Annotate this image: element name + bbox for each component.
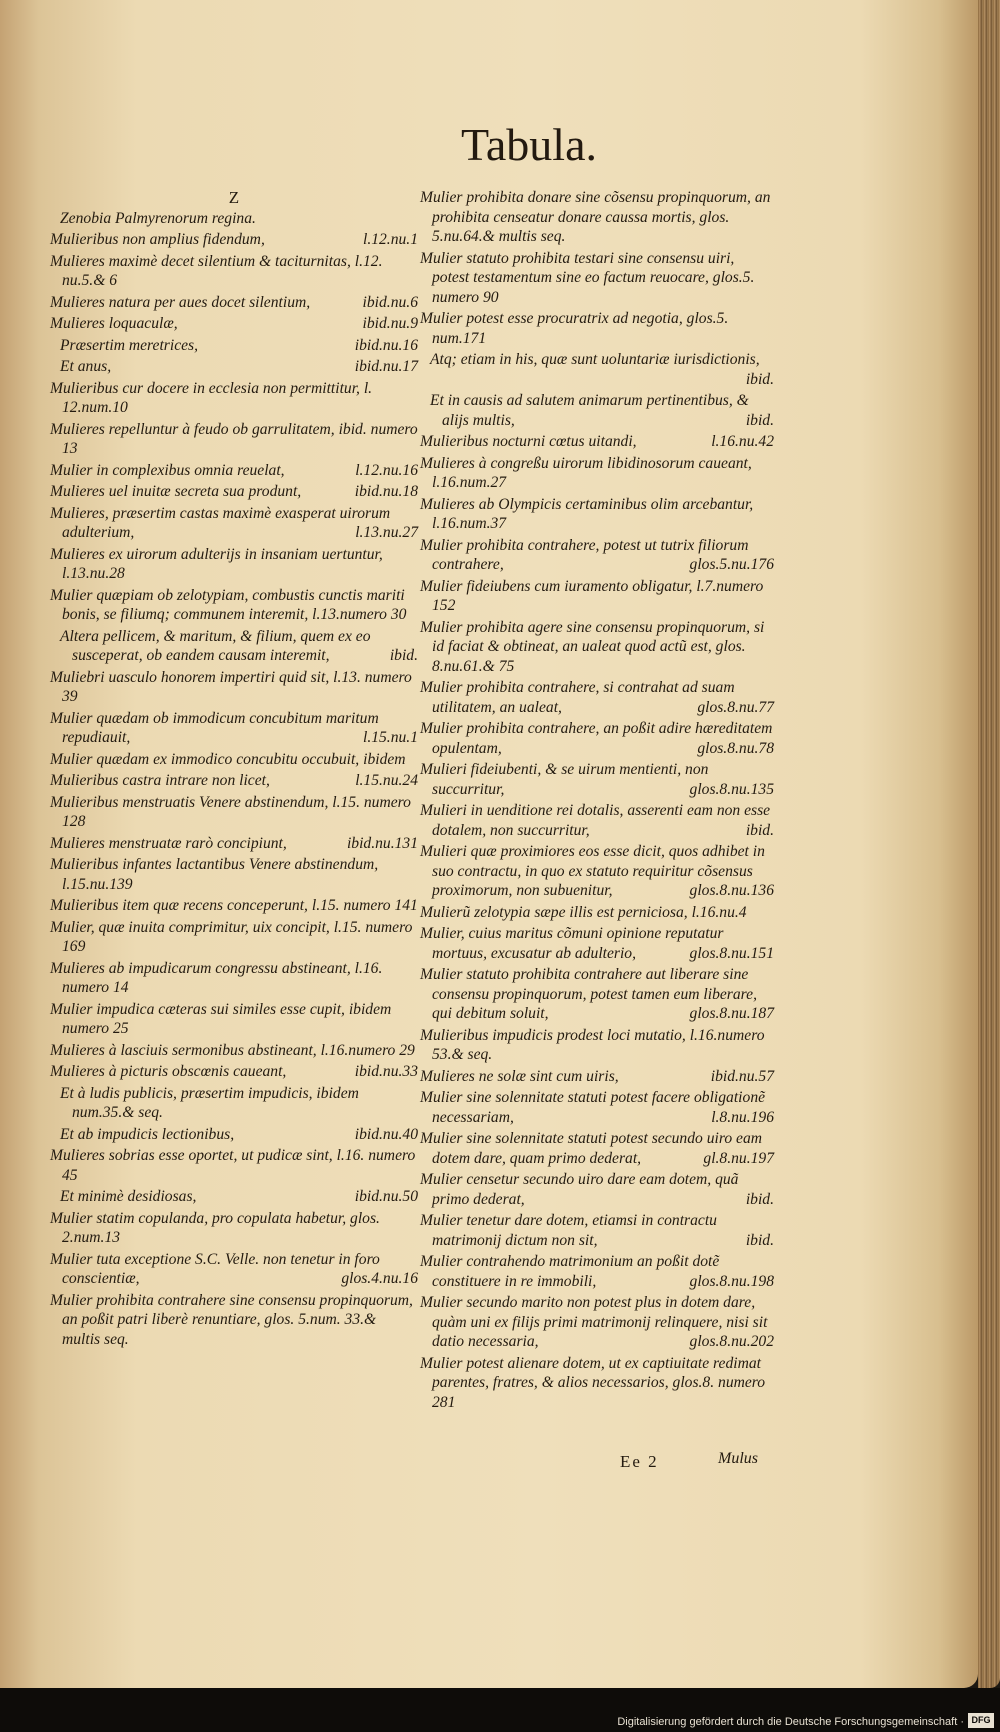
entry-text: Mulieribus menstruatis Venere abstinendum, l.15. numero 128	[50, 793, 411, 830]
index-entry	[420, 1293, 774, 1352]
entry-reference: ibid.	[745, 1231, 774, 1249]
entry-text: Mulier, quæ inuita comprimitur, uix concipit, l.15. numero 169	[50, 918, 413, 955]
entry-text: Mulieres natura per aues docet silentium,	[50, 293, 311, 311]
index-entry	[420, 495, 774, 534]
entry-text: Mulier impudica cæteras sui similes esse cupit, ibidem numero 25	[50, 1000, 392, 1037]
entry-text: Mulier prohibita contrahere, si contrahat ad suam utilitatem, an ualeat,	[420, 679, 735, 716]
entry-text: Mulier sine solennitate statuti potest facere obligationẽ necessariam,	[420, 1089, 766, 1126]
index-entry	[420, 678, 774, 717]
index-entry	[50, 771, 418, 791]
index-column-right	[420, 188, 774, 1414]
entry-reference: glos.8.nu.136	[689, 882, 774, 899]
section-letter: Z	[228, 188, 240, 207]
entry-reference: l.16.nu.42	[711, 433, 774, 450]
entry-text: Mulieri in uenditione rei dotalis, asserenti eam non esse dotalem, non succurritur,	[420, 802, 771, 839]
index-entry	[50, 750, 418, 770]
index-entry	[420, 1211, 774, 1250]
entry-text: Mulier sine solennitate statuti potest secundo uiro eam dotem dare, quam primo dederat,	[420, 1130, 763, 1167]
index-entry	[50, 504, 418, 543]
index-entry	[420, 965, 774, 1024]
entry-reference: ibid.nu.50	[354, 1188, 418, 1205]
entry-reference: glos.4.nu.16	[341, 1270, 418, 1287]
index-entry	[50, 709, 418, 748]
entry-text: Mulier prohibita contrahere, an poßit adire hæreditatem opulentam,	[420, 720, 773, 757]
index-entry	[50, 918, 418, 957]
entry-text: Mulieribus infantes lactantibus Venere abstinendum, l.15.nu.139	[50, 856, 379, 893]
index-entry	[50, 1187, 418, 1207]
entry-text: Mulier prohibita donare sine cõsensu propinquorum, an prohibita censeatur donare caussa mortis, glos. 5.nu.64.& multis seq.	[420, 189, 771, 245]
index-entry	[50, 1209, 418, 1248]
catchword: Mulus	[718, 1450, 758, 1467]
index-column-left	[50, 188, 418, 1351]
entry-reference: ibid.nu.18	[354, 483, 418, 500]
index-entry	[50, 230, 418, 250]
index-entry	[50, 314, 418, 334]
entry-text: Mulier potest esse procuratrix ad negotia, glos.5. num.171	[420, 310, 729, 347]
index-entry	[50, 379, 418, 418]
index-entry	[420, 188, 774, 247]
index-entry	[50, 855, 418, 894]
index-entry	[420, 1252, 774, 1291]
index-entry	[50, 1146, 418, 1185]
entry-reference: ibid.nu.131	[346, 834, 418, 852]
entry-text: Mulier censetur secundo uiro dare eam dotem, quã primo dederat,	[420, 1171, 739, 1208]
index-entry	[420, 350, 774, 389]
entry-text: Mulieres à lasciuis sermonibus abstineant, l.16.numero 29	[50, 1041, 415, 1059]
index-entry	[50, 461, 418, 481]
entry-text: Mulierũ zelotypia sæpe illis est perniciosa, l.16.nu.4	[420, 903, 747, 921]
entry-text: Mulieres sobrias esse oportet, ut pudicæ sint, l.16. numero 45	[50, 1147, 416, 1184]
entry-reference: l.13.nu.27	[355, 524, 418, 541]
index-entry	[420, 903, 774, 923]
index-entry	[420, 309, 774, 348]
index-entry	[50, 1084, 418, 1123]
entry-text: Atq; etiam in his, quæ sunt uoluntariæ iurisdictionis,	[430, 351, 760, 368]
entry-text: Mulieres ex uirorum adulterijs in insaniam uertuntur, l.13.nu.28	[50, 545, 383, 582]
entry-reference: ibid.	[745, 1190, 774, 1208]
entry-text: Mulieres loquaculæ,	[50, 315, 178, 332]
index-entry	[50, 1250, 418, 1289]
running-title: Tabula.	[460, 119, 597, 170]
index-entry	[50, 1041, 418, 1061]
entry-text: Mulieribus castra intrare non licet,	[50, 772, 270, 789]
entry-text: Mulier tuta exceptione S.C. Velle. non tenetur in foro conscientiæ,	[50, 1250, 380, 1287]
entry-text: Mulieres ne solæ sint cum uiris,	[420, 1067, 619, 1085]
entry-reference: glos.8.nu.151	[689, 944, 774, 962]
entry-text: Et à ludis publicis, præsertim impudicis, ibidem num.35.& seq.	[60, 1084, 359, 1121]
entry-text: Mulier in complexibus omnia reuelat,	[50, 461, 285, 479]
index-entry	[50, 252, 418, 291]
entry-reference: ibid.nu.6	[362, 293, 418, 311]
index-entry	[420, 1067, 774, 1087]
index-entry	[50, 1291, 418, 1350]
index-entry	[420, 1026, 774, 1065]
index-entry	[50, 834, 418, 854]
entry-reference: ibid.	[745, 411, 774, 429]
index-entry	[50, 627, 418, 666]
entry-reference: ibid.	[745, 821, 774, 839]
entry-reference: ibid.nu.33	[354, 1063, 418, 1080]
entry-text: Mulieribus cur docere in ecclesia non permittitur, l. 12.num.10	[50, 379, 373, 416]
entry-reference: glos.8.nu.198	[689, 1272, 774, 1290]
entry-text: Mulieres repelluntur à feudo ob garrulitatem, ibid. numero 13	[50, 420, 418, 457]
index-entry	[50, 420, 418, 459]
dfg-logo: DFG	[968, 1713, 994, 1728]
entry-reference: ibid.nu.16	[354, 336, 418, 354]
index-entry	[50, 209, 418, 229]
entry-reference: l.12.nu.16	[355, 461, 418, 479]
index-entry	[420, 924, 774, 963]
entry-text: Altera pellicem, & maritum, & filium, quem ex eo susceperat, ob eandem causam interemit,	[60, 627, 371, 664]
entry-reference: ibid.nu.9	[362, 315, 418, 332]
entry-text: Mulieres, præsertim castas maximè exasperat uirorum adulterium,	[50, 504, 391, 541]
entry-text: Mulier quædam ex immodico concubitu occubuit, ibidem	[50, 750, 406, 768]
index-entry	[50, 959, 418, 998]
entry-text: Mulier contrahendo matrimonium an poßit dotẽ constituere in re immobili,	[420, 1253, 720, 1290]
entry-text: Mulier fideiubens cum iuramento obligatur, l.7.numero 152	[420, 577, 764, 614]
entry-text: Et anus,	[60, 358, 112, 375]
entry-text: Mulieres maximè decet silentium & taciturnitas, l.12. nu.5.& 6	[50, 252, 383, 289]
entry-text: Mulieribus item quæ recens conceperunt, l.15. numero 141	[50, 897, 418, 914]
index-entry	[50, 545, 418, 584]
index-entry	[420, 801, 774, 840]
entry-text: Mulier, cuius maritus cõmuni opinione reputatur mortuus, excusatur ab adulterio,	[420, 925, 724, 962]
entry-text: Mulier statuto prohibita testari sine consensu uiri, potest testamentum sine eo factum reuocare, glos.5. numero 90	[420, 249, 755, 306]
entry-text: Mulier statim copulanda, pro copulata habetur, glos. 2.num.13	[50, 1209, 380, 1246]
entry-text: Mulier prohibita contrahere sine consensu propinquorum, an poßit patri liberè renuntiare, glos. 5.num. 33.& multis seq.	[50, 1291, 413, 1348]
entry-text: Mulier quædam ob immodicum concubitum maritum repudiauit,	[50, 709, 379, 746]
entry-reference: ibid.nu.40	[354, 1125, 418, 1143]
entry-reference: glos.5.nu.176	[689, 556, 774, 573]
left-entries	[50, 209, 418, 1350]
entry-text: Mulier statuto prohibita contrahere aut liberare sine consensu propinquorum, potest tamen eum liberare, qui debitum soluit,	[420, 966, 757, 1022]
index-entry	[50, 1125, 418, 1145]
index-entry	[50, 793, 418, 832]
index-entry	[420, 1354, 774, 1413]
entry-text: Et ab impudicis lectionibus,	[60, 1125, 235, 1143]
entry-reference: glos.8.nu.135	[689, 780, 774, 798]
index-entry	[50, 668, 418, 707]
digitization-credit: Digitalisierung gefördert durch die Deutsche Forschungsgemeinschaft ·	[617, 1716, 964, 1728]
entry-text: Zenobia Palmyrenorum regina.	[60, 209, 256, 227]
entry-reference: l.15.nu.1	[362, 729, 418, 746]
entry-reference: gl.8.nu.197	[703, 1149, 774, 1167]
entry-text: Mulieres à picturis obscœnis caueant,	[50, 1063, 287, 1080]
index-entry	[420, 1129, 774, 1168]
entry-text: Mulier quæpiam ob zelotypiam, combustis cunctis mariti bonis, se filiumq; communem interemit, l.13.numero 30	[50, 586, 407, 623]
index-entry	[50, 336, 418, 356]
index-entry	[420, 618, 774, 677]
entry-text: Mulieres uel inuitæ secreta sua produnt,	[50, 483, 302, 500]
entry-reference: glos.8.nu.202	[689, 1333, 774, 1350]
index-entry	[50, 1062, 418, 1082]
right-entries	[420, 188, 774, 1412]
index-entry	[420, 432, 774, 452]
entry-reference: glos.8.nu.77	[697, 698, 774, 716]
entry-reference: l.12.nu.1	[362, 231, 418, 248]
entry-text: Mulieribus non amplius fidendum,	[50, 231, 265, 248]
entry-text: Mulieres ab impudicarum congressu abstineant, l.16. numero 14	[50, 959, 383, 996]
index-entry	[420, 249, 774, 308]
entry-text: Mulieribus impudicis prodest loci mutatio, l.16.numero 53.& seq.	[420, 1026, 765, 1063]
index-entry	[50, 357, 418, 377]
entry-reference: ibid.	[389, 647, 418, 664]
entry-text: Mulier prohibita contrahere, potest ut tutrix filiorum contrahere,	[420, 536, 749, 573]
entry-reference: glos.8.nu.78	[697, 739, 774, 757]
entry-text: Mulier secundo marito non potest plus in dotem dare, quàm uni ex filijs primi matrimonij relinquere, nisi sit datio necessaria,	[420, 1294, 768, 1350]
index-entry	[50, 482, 418, 502]
index-entry	[420, 842, 774, 901]
index-entry	[420, 760, 774, 799]
entry-text: Mulieribus nocturni cœtus uitandi,	[420, 433, 637, 450]
index-entry	[50, 293, 418, 313]
entry-text: Et in causis ad salutem animarum pertinentibus, & alijs multis,	[430, 392, 749, 429]
index-entry	[420, 536, 774, 575]
entry-text: Mulier potest alienare dotem, ut ex captiuitate redimat parentes, fratres, & alios necessarios, glos.8. numero 281	[420, 1354, 766, 1411]
page-edges	[978, 0, 1000, 1688]
index-entry	[420, 454, 774, 493]
index-entry	[420, 719, 774, 758]
entry-text: Mulier prohibita agere sine consensu propinquorum, si id faciat & obtineat, an ualeat quod actũ est, glos. 8.nu.61.& 75	[420, 618, 765, 675]
index-entry	[420, 577, 774, 616]
entry-text: Mulieres à congreßu uirorum libidinosorum caueant, l.16.num.27	[420, 454, 752, 491]
entry-reference: ibid.	[745, 370, 774, 388]
index-entry	[50, 1000, 418, 1039]
signature-mark: Ee 2	[620, 1452, 659, 1471]
entry-text: Muliebri uasculo honorem impertiri quid sit, l.13. numero 39	[50, 668, 412, 705]
entry-reference: l.8.nu.196	[711, 1108, 774, 1126]
entry-reference: ibid.nu.17	[354, 358, 418, 375]
entry-text: Mulier tenetur dare dotem, etiamsi in contractu matrimonij dictum non sit,	[420, 1212, 717, 1249]
index-entry	[420, 1088, 774, 1127]
index-entry	[50, 586, 418, 625]
index-entry	[50, 896, 418, 916]
entry-reference: ibid.nu.57	[710, 1067, 774, 1085]
entry-reference: glos.8.nu.187	[689, 1005, 774, 1022]
entry-text: Mulieres ab Olympicis certaminibus olim arcebantur, l.16.num.37	[420, 495, 754, 532]
entry-text: Mulieri quæ proximiores eos esse dicit, quos adhibet in suo contractu, in quo ex statuto requiritur cõsensus proximorum, non subuenitur,	[420, 843, 765, 899]
entry-reference: l.15.nu.24	[355, 772, 418, 789]
index-entry	[420, 1170, 774, 1209]
entry-text: Mulieres menstruatæ rarò concipiunt,	[50, 834, 287, 852]
entry-text: Et minimè desidiosas,	[60, 1188, 197, 1205]
index-entry	[420, 391, 774, 430]
entry-text: Mulieri fideiubenti, & se uirum mentienti, non succurritur,	[420, 761, 709, 798]
entry-text: Præsertim meretrices,	[60, 336, 199, 354]
